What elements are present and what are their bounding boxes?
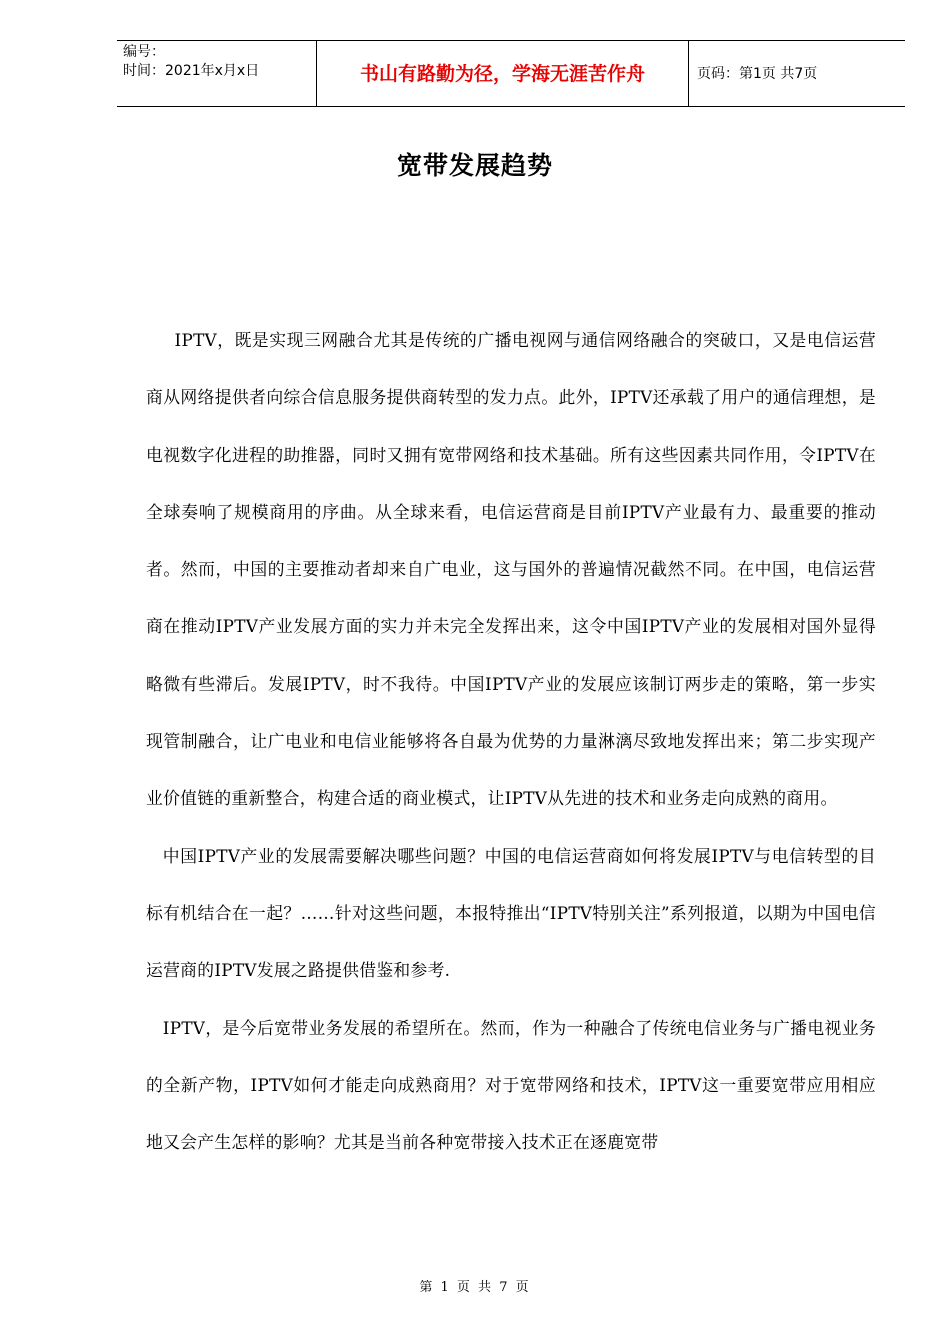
header-divider — [688, 41, 689, 107]
page-header — [117, 40, 905, 107]
document-time-label: 时间：2021年x月x日 — [123, 63, 260, 79]
body-paragraph: IPTV，既是实现三网融合尤其是传统的广播电视网与通信网络融合的突破口，又是电信运营商从网络提供者向综合信息服务提供商转型的发力点。此外，IPTV还承载了用户的通信理想，是电视数字化进程的助推器，同时又拥有宽带网络和技术基础。所有这些因素共同作用，令IPTV在全球奏响了规模商用的序曲。从全球来看，电信运营商是目前IPTV产业最有力、最重要的推动者。然而，中国的主要推动者却来自广电业，这与国外的普遍情况截然不同。在中国，电信运营商在推动IPTV产业发展方面的实力并未完全发挥出来，这令中国IPTV产业的发展相对国外显得略微有些滞后。发展IPTV，时不我待。中国IPTV产业的发展应该制订两步走的策略，第一步实现管制融合，让广电业和电信业能够将各自最为优势的力量淋漓尽致地发挥出来；第二步实现产业价值链的重新整合，构建合适的商业模式，让IPTV从先进的技术和业务走向成熟的商用。 — [146, 330, 876, 809]
header-page-label: 页码：第1页 共7页 — [697, 66, 818, 82]
document-title: 宽带发展趋势 — [396, 151, 553, 180]
body-paragraph: 中国IPTV产业的发展需要解决哪些问题？中国的电信运营商如何将发展IPTV与电信转型的目标有机结合在一起？……针对这些问题，本报特推出“IPTV特别关注”系列报道，以期为中国电信运营商的IPTV发展之路提供借鉴和参考. — [146, 845, 876, 981]
header-meta — [123, 43, 313, 81]
body-paragraph: IPTV，是今后宽带业务发展的希望所在。然而，作为一种融合了传统电信业务与广播电视业务的全新产物，IPTV如何才能走向成熟商用？对于宽带网络和技术，IPTV这一重要宽带应用相应地又会产生怎样的影响？尤其是当前各种宽带接入技术正在逐鹿宽带 — [146, 1017, 876, 1153]
page-footer: 第 1 页 共 7 页 — [419, 1280, 531, 1295]
document-number-label: 编号： — [123, 44, 165, 60]
document-body — [146, 312, 876, 1171]
header-motto: 书山有路勤为径，学海无涯苦作舟 — [359, 63, 645, 85]
